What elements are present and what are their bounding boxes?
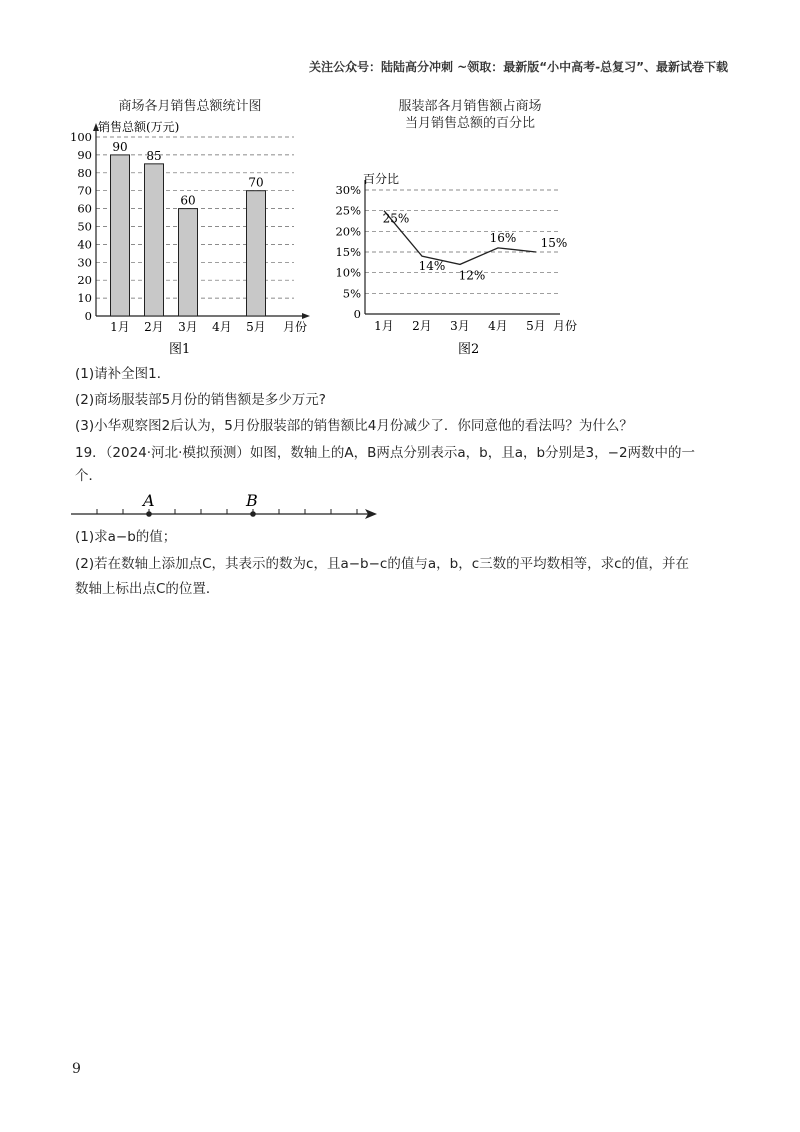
bar-y-tick-label: 90 bbox=[77, 147, 92, 162]
bar-y-tick-label: 70 bbox=[77, 183, 92, 198]
bar-x-tick-label: 2月 bbox=[144, 320, 164, 334]
bar-x-tick-label: 4月 bbox=[212, 320, 232, 334]
line-y-tick-label: 0 bbox=[353, 307, 361, 321]
line-x-tick-label: 4月 bbox=[488, 319, 508, 333]
line-y-tick-label: 25% bbox=[335, 203, 361, 218]
bar-chart-xlabel: 月份 bbox=[283, 320, 308, 334]
question-19-line-1: 19．（2024·河北·模拟预测）如图，数轴上的A，B两点分别表示a，b，且a，b分别是3，−2两数中的一 bbox=[75, 445, 696, 461]
line-x-tick-label: 3月 bbox=[450, 319, 470, 333]
line-y-tick-label: 10% bbox=[335, 265, 361, 280]
bar-chart-caption: 图1 bbox=[169, 342, 191, 357]
line-y-tick-label: 15% bbox=[335, 245, 361, 259]
line-x-tick-label: 1月 bbox=[374, 319, 394, 333]
bar-y-tick-label: 40 bbox=[77, 237, 92, 252]
bar bbox=[111, 155, 130, 316]
line-chart-ylabel: 百分比 bbox=[363, 172, 400, 186]
question-2: (2)商场服装部5月份的销售额是多少万元? bbox=[75, 392, 326, 408]
bar-x-tick-label: 3月 bbox=[178, 320, 198, 334]
bar-y-tick-label: 80 bbox=[77, 165, 92, 180]
question-19-part-2-line-2: 数轴上标出点C的位置． bbox=[75, 581, 220, 597]
line-chart-caption: 图2 bbox=[458, 342, 480, 357]
bar-y-tick-label: 50 bbox=[77, 219, 92, 234]
point-a bbox=[146, 511, 152, 517]
line-y-tick-label: 20% bbox=[335, 224, 361, 239]
bar-y-tick-label: 100 bbox=[70, 130, 92, 144]
bar bbox=[145, 164, 164, 316]
question-19-part-1: (1)求a−b的值； bbox=[75, 529, 177, 545]
bar bbox=[179, 209, 198, 316]
line-x-tick-label: 2月 bbox=[412, 319, 432, 333]
bar-x-tick-label: 5月 bbox=[246, 320, 266, 334]
bar-data-label: 60 bbox=[180, 193, 196, 208]
bar-y-tick-label: 30 bbox=[77, 255, 92, 270]
point-b bbox=[250, 511, 256, 517]
bar-data-label: 85 bbox=[146, 148, 162, 163]
point-a-label: A bbox=[143, 492, 155, 510]
line-chart bbox=[325, 168, 585, 358]
point-b-label: B bbox=[246, 492, 258, 510]
bar-data-label: 70 bbox=[248, 175, 264, 190]
question-19-part-2-line-1: (2)若在数轴上添加点C，其表示的数为c，且a−b−c的值与a，b，c三数的平均数相等，求c的值，并在 bbox=[75, 556, 690, 572]
page-header: 关注公众号：陆陆高分冲刺 ~领取：最新版“小中高考-总复习”、最新试卷下载 bbox=[309, 60, 728, 74]
bar-y-tick-label: 60 bbox=[77, 201, 92, 216]
line-y-tick-label: 5% bbox=[342, 286, 361, 301]
page-number: 9 bbox=[72, 1061, 81, 1077]
question-3: (3)小华观察图2后认为，5月份服装部的销售额比4月份减少了．你同意他的看法吗？为什么？ bbox=[75, 418, 633, 434]
question-1: (1)请补全图1． bbox=[75, 366, 171, 382]
bar-y-tick-label: 10 bbox=[77, 291, 92, 306]
line-data-label: 25% bbox=[382, 211, 410, 226]
bar-chart-ylabel: 销售总额(万元) bbox=[98, 120, 180, 134]
bar bbox=[247, 191, 266, 316]
question-19-line-2: 个． bbox=[75, 468, 102, 484]
line-data-label: 15% bbox=[540, 236, 568, 250]
line-data-label: 16% bbox=[489, 230, 517, 245]
bar-y-tick-label: 0 bbox=[84, 309, 92, 323]
line-data-label: 12% bbox=[458, 268, 486, 283]
line-x-tick-label: 5月 bbox=[526, 319, 546, 333]
bar-x-tick-label: 1月 bbox=[110, 320, 130, 334]
bar-y-tick-label: 20 bbox=[77, 273, 92, 288]
line-chart-title-2: 当月销售总额的百分比 bbox=[404, 116, 535, 131]
bar-data-label: 90 bbox=[112, 139, 128, 154]
bar-x-axis-arrow bbox=[302, 313, 310, 319]
line-y-tick-label: 30% bbox=[335, 183, 361, 197]
bar-chart-title: 商场各月销售总额统计图 bbox=[118, 99, 262, 114]
line-chart-title-1: 服装部各月销售额占商场 bbox=[398, 99, 542, 114]
line-chart-xlabel: 月份 bbox=[553, 319, 578, 333]
line-data-label: 14% bbox=[418, 259, 446, 274]
